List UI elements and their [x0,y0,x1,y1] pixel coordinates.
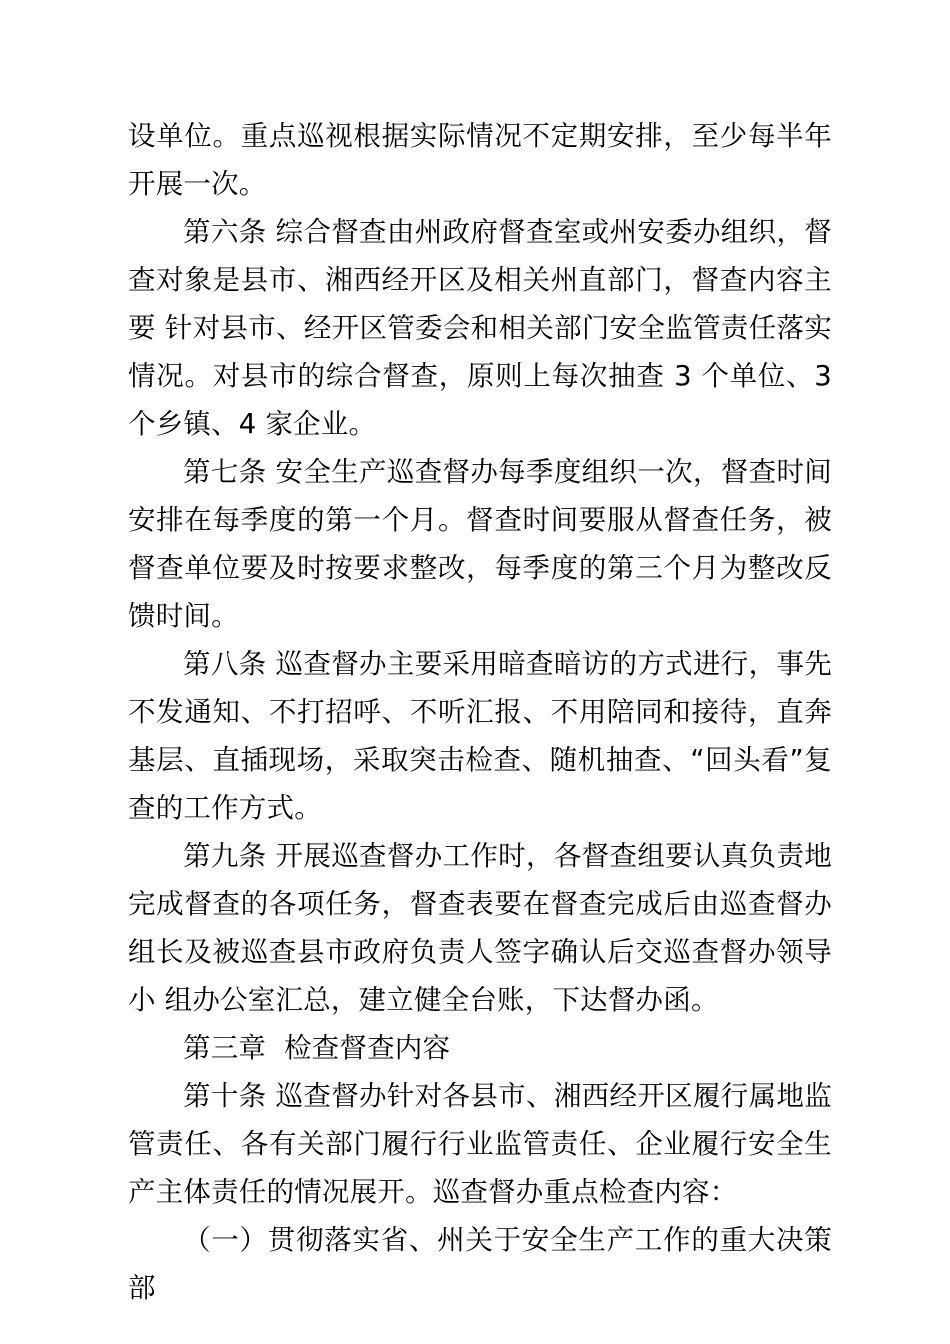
paragraph-item-1: （一）贯彻落实省、州关于安全生产工作的重大决策部 [128,1224,832,1304]
paragraph-article-10: 第十条 巡查督办针对各县市、湘西经开区履行属地监管责任、各有关部门履行行业监管责任、企业履行安全生产主体责任的情况展开。巡查督办重点检查内容： [128,1080,832,1208]
paragraph-article-7: 第七条 安全生产巡查督办每季度组织一次，督查时间安排在每季度的第一个月。督查时间要服从督查任务，被督查单位要及时按要求整改，每季度的第三个月为整改反馈时间。 [128,456,832,632]
paragraph-continued: 设单位。重点巡视根据实际情况不定期安排，至少每半年开展一次。 [128,120,832,200]
paragraph-article-6: 第六条 综合督查由州政府督查室或州安委办组织，督查对象是县市、湘西经开区及相关州直部门，督查内容主要 针对县市、经开区管委会和相关部门安全监管责任落实情况。对县市的综合督查，原则上每次抽查 3 个单位、3 个乡镇、4 家企业。 [128,216,841,440]
document-body [128,112,841,1312]
paragraph-chapter-3-heading: 第三章 检查督查内容 [183,1032,451,1064]
paragraph-article-8: 第八条 巡查督办主要采用暗查暗访的方式进行，事先不发通知、不打招呼、不听汇报、不用陪同和接待，直奔基层、直插现场，采取突击检查、随机抽查、“回头看”复查的工作方式。 [128,648,832,824]
paragraph-article-9: 第九条 开展巡查督办工作时，各督查组要认真负责地完成督查的各项任务，督查表要在督查完成后由巡查督办组长及被巡查县市政府负责人签字确认后交巡查督办领导小 组办公室汇总，建立健全台账，下达督办函。 [128,840,832,1016]
